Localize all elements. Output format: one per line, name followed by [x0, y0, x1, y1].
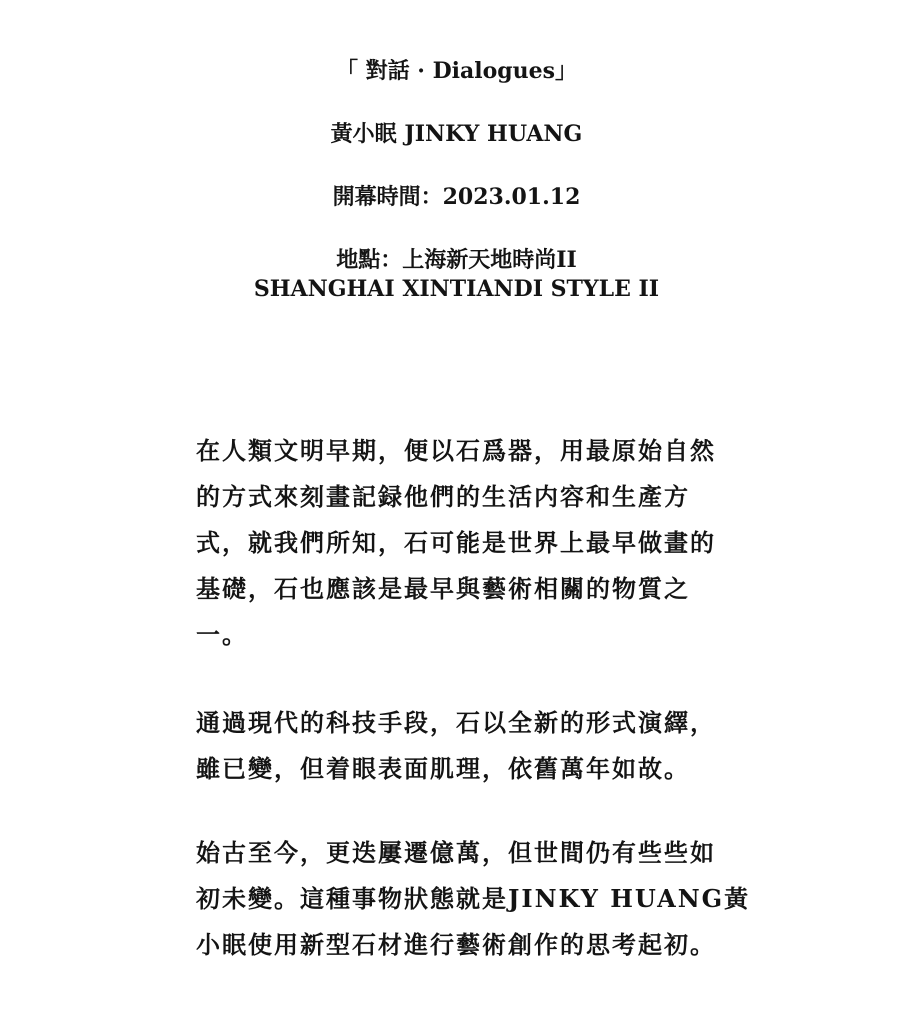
venue-chinese: 地點：上海新天地時尚II	[336, 247, 577, 273]
paragraph-line: 小眠使用新型石材進行藝術創作的思考起初。	[196, 930, 716, 959]
paragraph-2	[196, 700, 736, 792]
paragraph-line: 初未變。這種事物狀態就是JINKY HUANG黃	[196, 884, 751, 913]
opening-date: 開幕時間：2023.01.12	[332, 184, 581, 210]
paragraph-line: 的方式來刻畫記録他們的生活内容和生產方	[196, 482, 690, 511]
paragraph-line: 式，就我們所知，石可能是世界上最早做畫的	[196, 528, 716, 557]
exhibition-title: 「 對話 · Dialogues」	[335, 58, 578, 84]
venue-english: SHANGHAI XINTIANDI STYLE II	[253, 276, 660, 302]
paragraph-line: 基礎，石也應該是最早與藝術相關的物質之	[196, 574, 690, 603]
paragraph-line: 一。	[196, 620, 248, 649]
paragraph-line: 通過現代的科技手段，石以全新的形式演繹，	[196, 708, 716, 737]
paragraph-line: 始古至今，更迭屢遷億萬，但世間仍有些些如	[196, 838, 716, 867]
paragraph-1	[196, 428, 736, 658]
paragraph-line: 雖已變，但着眼表面肌理，依舊萬年如故。	[196, 754, 690, 783]
artist-name: 黃小眠 JINKY HUANG	[330, 121, 583, 147]
paragraph-3	[196, 830, 751, 968]
paragraph-line: 在人類文明早期，便以石爲器，用最原始自然	[196, 436, 716, 465]
